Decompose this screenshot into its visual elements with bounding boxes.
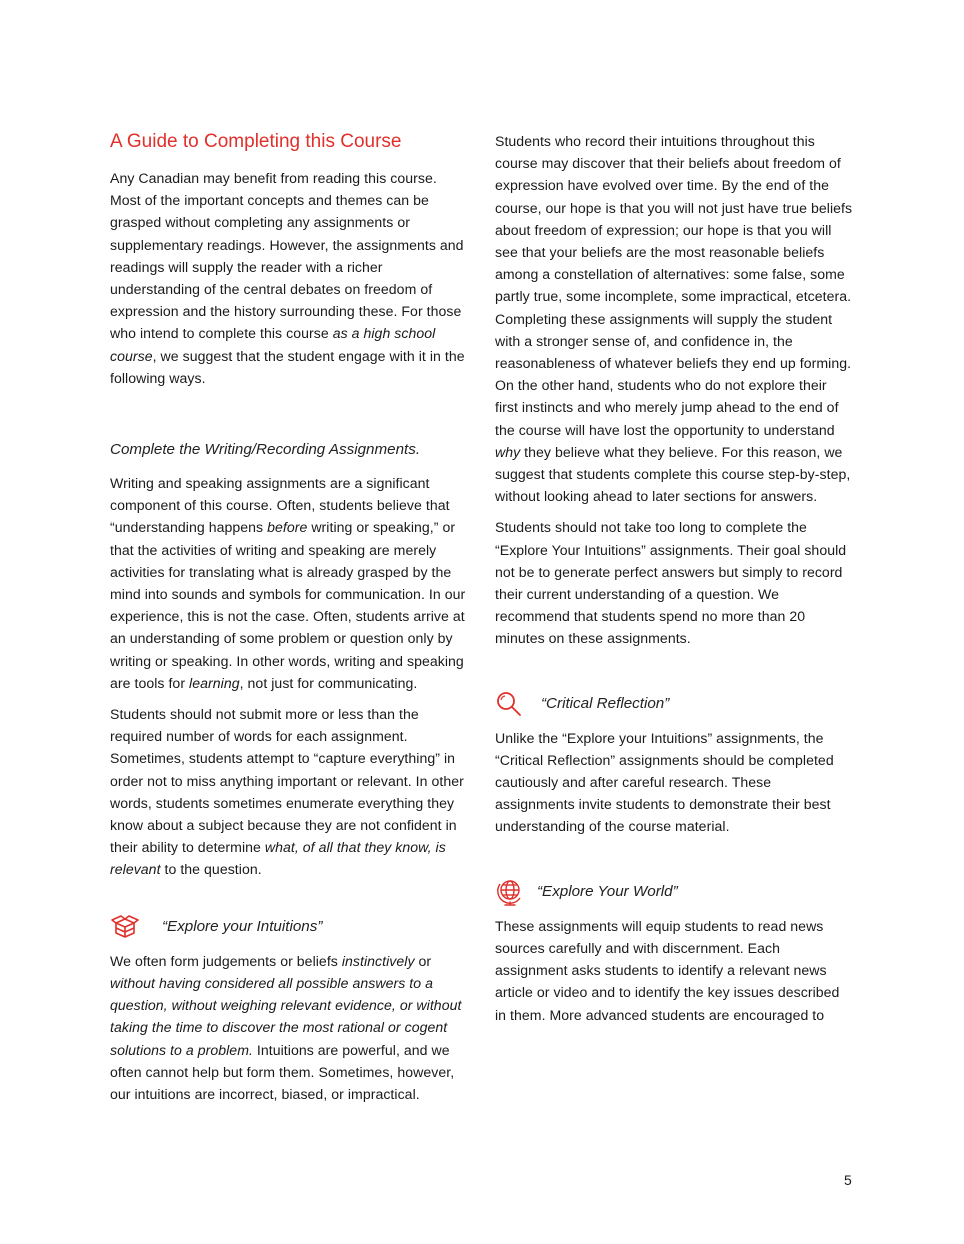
globe-icon [495,877,525,907]
intuitions-heading-row [110,912,468,942]
critical-paragraph: Unlike the “Explore your Intuitions” assignments, the “Critical Reflection” assignments should be completed cautiously and after careful research. These assignments invite students to demonstrate their best understanding of the course material. [495,729,834,835]
critical-heading-row [495,689,853,719]
box-icon [110,912,140,942]
critical-heading: “Critical Reflection” [541,695,670,713]
world-heading-row [495,877,853,907]
left-column [110,128,468,1114]
page-title: A Guide to Completing this Course [110,131,402,152]
writing-paragraph-2: Students should not submit more or less than the required number of words for each assignment. Sometimes, students attempt to “capture everything” in order not to miss anything important or relevant. In other words, students sometimes enumerate everything they know about a subject because they are not confident in their ability to determine what, of all that they know, is relevant to the question. [110,706,464,878]
intro-paragraph: Any Canadian may benefit from reading this course. Most of the important concepts and themes can be grasped without completing any assignments or supplementary readings. However, the assignments and readings will supply the reader with a richer understanding of the central debates on freedom of expression and the history surrounding these. For those who intend to complete this course as a high school course, we suggest that the student engage with it in the following ways. [110,170,465,386]
intuitions-paragraph-3: Students should not take too long to complete the “Explore Your Intuitions” assignments. Their goal should not be to generate perfect answers but simply to record their current understanding of a question. We recommend that students spend no more than 20 minutes on these assignments. [495,519,847,647]
page-number: 5 [844,1172,852,1188]
writing-heading: Complete the Writing/Recording Assignments. [110,441,421,459]
magnifier-icon [495,689,525,719]
intuitions-paragraph-2: Students who record their intuitions throughout this course may discover that their beliefs about freedom of expression have evolved over time. By the end of the course, our hope is that you will not just have true beliefs about freedom of expression; our hope is that you will see that your beliefs are the most reasonable beliefs among a constellation of alternatives: some false, some partly true, some incomplete, some impractical, etcetera. Completing these assignments will supply the student with a stronger sense of, and confidence in, the reasonableness of whatever beliefs they end up forming. On the other hand, students who do not explore their first instincts and who merely jump ahead to the end of the course will have lost the opportunity to understand why they believe what they believe. For this reason, we suggest that students complete this course step-by-step, without looking ahead to later sections for answers. [495,133,853,505]
intuitions-heading: “Explore your Intuitions” [162,918,323,936]
intuitions-paragraph-1: We often form judgements or beliefs instinctively or without having considered all possible answers to a question, without weighing relevant evidence, or without taking the time to discover the most rational or cogent solutions to a problem. Intuitions are powerful, and we often cannot help but form them. Sometimes, however, our intuitions are incorrect, biased, or impractical. [110,952,462,1102]
writing-paragraph-1: Writing and speaking assignments are a significant component of this course. Often, students believe that “understanding happens before writing or speaking,” or that the activities of writing and speaking are merely activities for translating what is already grasped by the mind into sounds and symbols for communication. In our experience, this is not the case. Often, students arrive at an understanding of some problem or question only by writing or speaking. In other words, writing and speaking are tools for learning, not just for communicating. [110,475,466,691]
world-heading: “Explore Your World” [537,883,678,901]
right-column [495,130,853,1035]
world-paragraph: These assignments will equip students to read news sources carefully and with discernment. Each assignment asks students to identify a relevant news article or video and to identify the key issues described in them. More advanced students are encouraged to [495,917,840,1023]
